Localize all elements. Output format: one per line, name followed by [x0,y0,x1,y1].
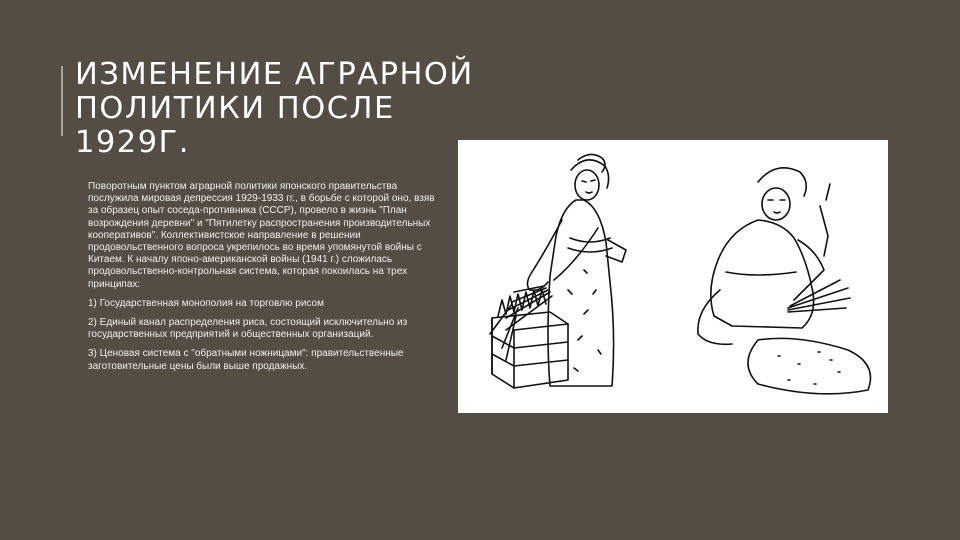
title-line: 1929Г. [75,125,190,160]
slide-title [75,58,495,160]
title-accent-bar [61,66,63,136]
illustration-drawing [458,140,888,413]
body-text [88,181,436,380]
principle-item: 3) Ценовая система с "обратными ножницами": правительственные заготовительные цены были выше продажных. [88,348,404,372]
intro-paragraph: Поворотным пунктом аграрной политики японского правительства послужила мировая депрессия 1929-1933 гг., в борьбе с которой оно, взяв за образец опыт соседа-противника (СССР), провело в жизнь "План возрождения деревни" и "Пятилетку распространения производительных кооперативов". Коллективистское направление в решении продовольственного вопроса укрепилось во время упомянутой войны с Китаем. К началу японо-американской войны (1941 г.) сложилась продовольственно-контрольная система, которая покоилась на трех принципах: [88,181,435,290]
principle-item: 2) Единый канал распределения риса, состоящий исключительно из государственных предприятий и общественных организаций. [88,317,408,341]
rice-threshing-illustration [458,140,888,413]
title-line: ИЗМЕНЕНИЕ АГРАРНОЙ [75,57,474,92]
title-line: ПОЛИТИКИ ПОСЛЕ [75,91,395,126]
principle-item: 1) Государственная монополия на торговлю рисом [88,297,324,309]
